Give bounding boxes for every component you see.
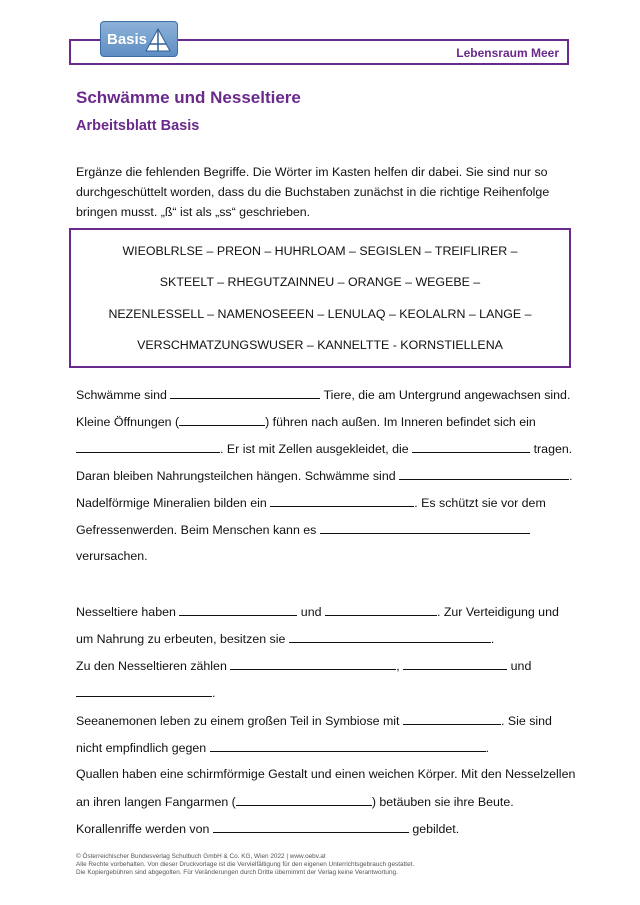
text: um Nahrung zu erbeuten, besitzen sie [76, 632, 286, 646]
text: und [510, 659, 532, 673]
blank-field[interactable] [76, 441, 220, 453]
sentence-12 [76, 713, 552, 728]
blank-field[interactable] [236, 794, 372, 806]
sentence-16 [76, 821, 459, 836]
blank-field[interactable] [412, 441, 530, 453]
blank-field[interactable] [403, 658, 507, 670]
text: Korallenriffe werden von [76, 822, 210, 836]
sentence-13 [76, 740, 489, 755]
text: ) betäuben sie ihre Beute. [371, 795, 514, 809]
sentence-6 [76, 522, 530, 537]
text: . [485, 741, 490, 755]
sentence-2 [76, 414, 536, 429]
page-subtitle: Arbeitsblatt Basis [76, 118, 200, 134]
basis-logo [100, 21, 178, 57]
blank-field[interactable] [325, 604, 437, 616]
blank-field[interactable] [170, 387, 320, 399]
word-box-line: SKTEELT – RHEGUTZAINNEU – ORANGE – WEGEBE – [159, 275, 481, 289]
word-box-line: WIEOBLRLSE – PREON – HUHRLOAM – SEGISLEN – TREIFLIRER – [122, 244, 518, 258]
instructions: Ergänze die fehlenden Begriffe. Die Wörter im Kasten helfen dir dabei. Sie sind nur so durchgeschüttelt worden, dass du die Buchstaben zunächst in die richtige Reihenfolge bringen musst. „ß“ ist als „ss“ geschrieben. [76, 165, 550, 219]
blank-field[interactable] [399, 468, 569, 480]
sentence-5 [76, 495, 546, 510]
text: . [569, 469, 573, 483]
blank-field[interactable] [179, 604, 297, 616]
sentence-14 [76, 767, 575, 781]
text: gebildet. [412, 822, 460, 836]
blank-field[interactable] [230, 658, 396, 670]
blank-field[interactable] [210, 740, 486, 752]
text: ) führen nach außen. Im Inneren befindet sich ein [265, 415, 536, 429]
word-box-line: NEZENLESSELL – NAMENOSEEEN – LENULAQ – KEOLALRN – LANGE – [108, 307, 532, 321]
blank-field[interactable] [403, 713, 501, 725]
sentence-7 [76, 549, 148, 563]
text: . Er ist mit Zellen ausgekleidet, die [220, 442, 409, 456]
blank-field[interactable] [289, 631, 491, 643]
footer-line: Die Kopiergebühren sind abgegolten. Für Veränderungen durch Dritte übernimmt der Verlag keine Verantwortung. [76, 869, 398, 876]
blank-field[interactable] [76, 685, 212, 697]
blank-field[interactable] [179, 414, 265, 426]
text: Kleine Öffnungen ( [76, 415, 180, 429]
text: Quallen haben eine schirmförmige Gestalt und einen weichen Körper. Mit den Nesselzellen [76, 767, 576, 781]
text: Schwämme sind [76, 388, 167, 402]
footer [76, 853, 414, 877]
page-title: Schwämme und Nesseltiere [76, 88, 301, 107]
sentence-3 [76, 441, 572, 456]
section-title: Lebensraum Meer [456, 46, 559, 60]
text: verursachen. [76, 549, 148, 563]
blank-field[interactable] [213, 821, 409, 833]
footer-line: Alle Rechte vorbehalten. Von dieser Druckvorlage ist die Vervielfältigung für den eigenen Unterrichtsgebrauch gestattet. [76, 861, 415, 868]
sentence-4 [76, 468, 573, 483]
text: , [396, 659, 400, 673]
text: und [300, 605, 322, 619]
blank-field[interactable] [270, 495, 414, 507]
sentence-10 [76, 658, 531, 673]
text: Seeanemonen leben zu einem großen Teil in Symbiose mit [76, 714, 400, 728]
text: nicht empfindlich gegen [76, 741, 207, 755]
footer-line: © Österreichischer Bundesverlag Schulbuch GmbH & Co. KG, Wien 2022 | www.oebv.at [76, 853, 326, 860]
word-box [69, 228, 571, 368]
text: . [212, 686, 216, 700]
logo-text: Basis [107, 31, 148, 48]
text: Nadelförmige Mineralien bilden ein [76, 496, 267, 510]
text: an ihren langen Fangarmen ( [76, 795, 236, 809]
text: Nesseltiere haben [76, 605, 176, 619]
sentence-1 [76, 387, 570, 402]
text: Gefressenwerden. Beim Menschen kann es [76, 523, 317, 537]
text: . Zur Verteidigung und [436, 605, 559, 619]
blank-field[interactable] [320, 522, 530, 534]
text: . [490, 632, 495, 646]
text: Tiere, die am Untergrund angewachsen sind. [323, 388, 571, 402]
sentence-9 [76, 631, 494, 646]
text: tragen. [533, 442, 573, 456]
text: . Sie sind [500, 714, 552, 728]
triangle-logo-icon [145, 27, 171, 53]
text: Zu den Nesseltieren zählen [76, 659, 227, 673]
sentence-8 [76, 604, 559, 619]
sentence-15 [76, 794, 514, 809]
sentence-11 [76, 685, 215, 700]
text: . Es schützt sie vor dem [414, 496, 546, 510]
word-box-line: VERSCHMATZUNGSWUSER – KANNELTTE - KORNSTIELLENA [137, 338, 503, 352]
text: Daran bleiben Nahrungsteilchen hängen. Schwämme sind [76, 469, 396, 483]
